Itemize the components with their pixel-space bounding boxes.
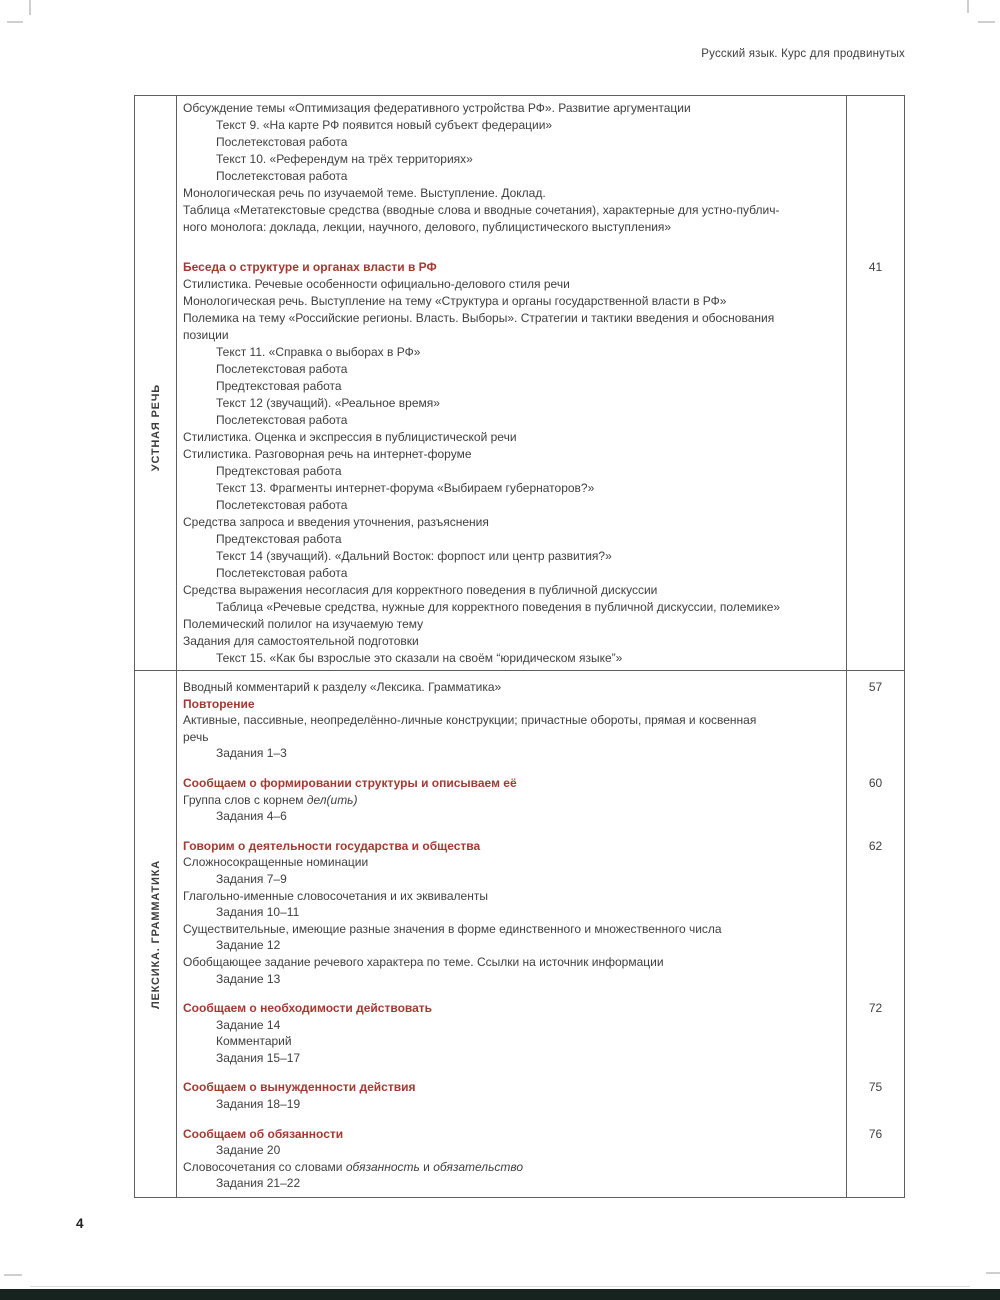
toc-line bbox=[183, 792, 847, 809]
toc-line bbox=[183, 954, 847, 971]
toc-page-number: 57 bbox=[868, 680, 883, 694]
toc-line-text: Задания 10–11 bbox=[216, 905, 300, 920]
toc-page-number: 72 bbox=[868, 1001, 883, 1016]
toc-line-text: Текст 13. Фрагменты интернет-форума «Выбираем губернаторов?» bbox=[216, 481, 595, 495]
toc-section bbox=[135, 670, 904, 1197]
toc-line bbox=[183, 344, 847, 361]
toc-line-text: Задание 13 bbox=[216, 971, 281, 986]
toc-line bbox=[183, 582, 847, 599]
toc-line bbox=[183, 463, 847, 480]
toc-line-text: Послетекстовая работа bbox=[216, 135, 348, 149]
toc-line-text: Вводный комментарий к разделу «Лексика. Грамматика» bbox=[183, 680, 502, 694]
toc-line bbox=[183, 616, 847, 633]
toc-line bbox=[183, 259, 883, 276]
bottom-scan-bar bbox=[0, 1289, 1000, 1300]
toc-line bbox=[183, 599, 847, 616]
toc-line-text-italic: дел(ить) bbox=[306, 792, 358, 807]
toc-line-text: Послетекстовая работа bbox=[216, 362, 348, 376]
toc-line-text: Послетекстовая работа bbox=[216, 498, 348, 512]
toc-line bbox=[183, 1033, 847, 1050]
toc-line bbox=[183, 650, 847, 667]
toc-line bbox=[183, 1000, 883, 1017]
toc-line-text: Задания для самостоятельной подготовки bbox=[183, 634, 419, 648]
toc-line-text: Сообщаем об обязанности bbox=[183, 1126, 344, 1141]
toc-line bbox=[183, 531, 847, 548]
toc-line bbox=[183, 412, 847, 429]
toc-line-text: Задание 14 bbox=[216, 1017, 281, 1032]
crop-mark-top-left-horizontal bbox=[7, 21, 23, 23]
toc-line bbox=[183, 712, 847, 729]
toc-line-text: Текст 15. «Как бы взрослые это сказали на своём “юридическом языке”» bbox=[216, 651, 623, 665]
toc-line bbox=[183, 100, 847, 117]
toc-line bbox=[183, 480, 847, 497]
toc-line bbox=[183, 1017, 847, 1034]
toc-line bbox=[183, 1159, 847, 1176]
toc-line bbox=[183, 117, 847, 134]
toc-line bbox=[183, 497, 847, 514]
toc-line-text: Таблица «Метатекстовые средства (вводные слова и вводные сочетания), характерные для устно-публич- bbox=[183, 203, 780, 217]
toc-line bbox=[183, 854, 847, 871]
toc-line bbox=[183, 378, 847, 395]
toc-line-text: Сообщаем о формировании структуры и описываем её bbox=[183, 775, 517, 790]
toc-line bbox=[183, 1126, 883, 1143]
toc-line-text: Существительные, имеющие разные значения в форме единственного и множественного числа bbox=[183, 921, 722, 936]
toc-line bbox=[183, 1096, 847, 1113]
toc-line-text: Текст 11. «Справка о выборах в РФ» bbox=[216, 345, 421, 359]
toc-line-text: Предтекстовая работа bbox=[216, 464, 342, 478]
toc-line bbox=[183, 633, 847, 650]
section-content bbox=[177, 96, 904, 670]
toc-line bbox=[183, 971, 847, 988]
toc-line-text: Задание 12 bbox=[216, 938, 281, 953]
toc-line bbox=[183, 1079, 883, 1096]
section-label: ЛЕКСИКА. ГРАММАТИКА bbox=[149, 859, 162, 1009]
crop-mark-top-right-horizontal bbox=[978, 21, 995, 23]
toc-line-text: Задания 15–17 bbox=[216, 1050, 301, 1065]
toc-line bbox=[183, 514, 847, 531]
toc-line bbox=[183, 293, 847, 310]
toc-line-text bbox=[183, 793, 358, 807]
toc-line bbox=[183, 548, 847, 565]
toc-line-text: Предтекстовая работа bbox=[216, 379, 342, 393]
toc-line bbox=[183, 185, 847, 202]
toc-line-text: Стилистика. Речевые особенности официально-делового стиля речи bbox=[183, 277, 570, 291]
toc-line-text: Текст 14 (звучащий). «Дальний Восток: форпост или центр развития?» bbox=[216, 549, 612, 563]
toc-line bbox=[183, 134, 847, 151]
toc-line-text: Сообщаем о необходимости действовать bbox=[183, 1001, 433, 1016]
toc-line bbox=[183, 838, 883, 855]
toc-line-text: Послетекстовая работа bbox=[216, 413, 348, 427]
running-header: Русский язык. Курс для продвинутых bbox=[701, 48, 905, 60]
toc-line-text: Средства запроса и введения уточнения, разъяснения bbox=[183, 515, 489, 529]
toc-line bbox=[183, 310, 847, 327]
toc-table bbox=[134, 95, 905, 1198]
toc-line-text: Задания 4–6 bbox=[216, 809, 287, 824]
toc-page-number: 62 bbox=[868, 838, 883, 853]
toc-line bbox=[183, 729, 847, 746]
toc-page-number: 41 bbox=[868, 260, 883, 274]
toc-line-text: Сообщаем о вынужденности действия bbox=[183, 1080, 416, 1095]
section-label-cell bbox=[135, 96, 177, 670]
toc-line bbox=[183, 429, 847, 446]
toc-line-text-part: и bbox=[419, 1159, 434, 1174]
toc-line-text-italic: обязательство bbox=[433, 1159, 524, 1174]
toc-line-text: Говорим о деятельности государства и общества bbox=[183, 838, 481, 853]
crop-mark-bottom-right bbox=[986, 1272, 1000, 1274]
toc-line bbox=[183, 775, 883, 792]
toc-line-text: Средства выражения несогласия для корректного поведения в публичной дискуссии bbox=[183, 583, 658, 597]
toc-line bbox=[183, 921, 847, 938]
toc-line bbox=[183, 395, 847, 412]
toc-line bbox=[183, 565, 847, 582]
toc-line-text: Задания 1–3 bbox=[216, 746, 287, 761]
toc-line-text: Глагольно-именные словосочетания и их эквиваленты bbox=[183, 888, 488, 903]
toc-line bbox=[183, 219, 847, 236]
toc-line bbox=[183, 168, 847, 185]
toc-line bbox=[183, 276, 847, 293]
page-number-folio: 4 bbox=[76, 1216, 84, 1231]
toc-line-text: Таблица «Речевые средства, нужные для корректного поведения в публичной дискуссии, полемике» bbox=[216, 600, 781, 614]
toc-section bbox=[135, 96, 904, 670]
toc-line-text-part: Словосочетания со словами bbox=[183, 1159, 346, 1174]
toc-page-number: 75 bbox=[868, 1080, 883, 1095]
toc-line bbox=[183, 745, 847, 762]
toc-line-text: Обобщающее задание речевого характера по теме. Ссылки на источник информации bbox=[183, 954, 664, 969]
toc-line-text: Сложносокращенные номинации bbox=[183, 855, 369, 870]
toc-line bbox=[183, 1142, 847, 1159]
toc-line-text bbox=[183, 1160, 523, 1174]
toc-line bbox=[183, 888, 847, 905]
toc-line-text: Обсуждение темы «Оптимизация федеративного устройства РФ». Развитие аргументации bbox=[183, 101, 691, 115]
toc-line-text: Монологическая речь по изучаемой теме. Выступление. Доклад. bbox=[183, 186, 546, 200]
toc-line-text: Активные, пассивные, неопределённо-личные конструкции; причастные обороты, прямая и косвенная bbox=[183, 713, 757, 728]
toc-line-text: Стилистика. Оценка и экспрессия в публицистической речи bbox=[183, 430, 517, 444]
toc-line-text: Комментарий bbox=[216, 1034, 292, 1049]
bottom-rule bbox=[30, 1286, 970, 1287]
toc-line bbox=[183, 696, 847, 713]
toc-line-text: Задание 20 bbox=[216, 1143, 281, 1158]
crop-mark-top-left-vertical bbox=[29, 0, 31, 15]
toc-line bbox=[183, 446, 847, 463]
section-label: УСТНАЯ РЕЧЬ bbox=[149, 384, 162, 472]
toc-line bbox=[183, 202, 847, 219]
toc-line bbox=[183, 937, 847, 954]
toc-line-text: Стилистика. Разговорная речь на интернет-форуме bbox=[183, 447, 472, 461]
toc-line-text: позиции bbox=[183, 328, 229, 342]
toc-line-text-part: Группа слов с корнем bbox=[183, 792, 307, 807]
toc-line bbox=[183, 679, 883, 696]
toc-line-text: речь bbox=[183, 729, 209, 744]
toc-line-text: Послетекстовая работа bbox=[216, 566, 348, 580]
toc-line-text: Повторение bbox=[183, 696, 255, 711]
toc-line-text: Задания 21–22 bbox=[216, 1176, 301, 1191]
toc-line-text: Текст 10. «Референдум на трёх территориях» bbox=[216, 152, 473, 166]
toc-line bbox=[183, 1050, 847, 1067]
toc-line bbox=[183, 871, 847, 888]
toc-line-text: Полемика на тему «Российские регионы. Власть. Выборы». Стратегии и тактики введения и обоснования bbox=[183, 311, 775, 325]
toc-line-text: Текст 9. «На карте РФ появится новый субъект федерации» bbox=[216, 118, 553, 132]
toc-line-text: Задания 7–9 bbox=[216, 871, 287, 886]
toc-line-text: Предтекстовая работа bbox=[216, 532, 342, 546]
toc-page-number: 60 bbox=[868, 775, 883, 790]
toc-line-text: Беседа о структуре и органах власти в РФ bbox=[183, 260, 437, 274]
toc-line bbox=[183, 1175, 847, 1192]
toc-line-text: Монологическая речь. Выступление на тему «Структура и органы государственной власти в РФ» bbox=[183, 294, 727, 308]
toc-line-text: Задания 18–19 bbox=[216, 1097, 301, 1112]
toc-line-text: Текст 12 (звучащий). «Реальное время» bbox=[216, 396, 440, 410]
section-label-cell bbox=[135, 671, 177, 1197]
toc-line bbox=[183, 327, 847, 344]
section-content bbox=[177, 671, 904, 1197]
toc-page-number: 76 bbox=[868, 1126, 883, 1141]
toc-line-text: Послетекстовая работа bbox=[216, 169, 348, 183]
crop-mark-bottom-left bbox=[4, 1274, 22, 1276]
toc-line-text-italic: обязанность bbox=[345, 1159, 420, 1174]
toc-line bbox=[183, 361, 847, 378]
toc-line bbox=[183, 808, 847, 825]
crop-mark-top-right-vertical bbox=[967, 0, 969, 13]
toc-line-text: ного монолога: доклада, лекции, научного, делового, публицистического выступления» bbox=[183, 220, 672, 234]
toc-line bbox=[183, 904, 847, 921]
toc-line bbox=[183, 151, 847, 168]
toc-line-text: Полемический полилог на изучаемую тему bbox=[183, 617, 424, 631]
